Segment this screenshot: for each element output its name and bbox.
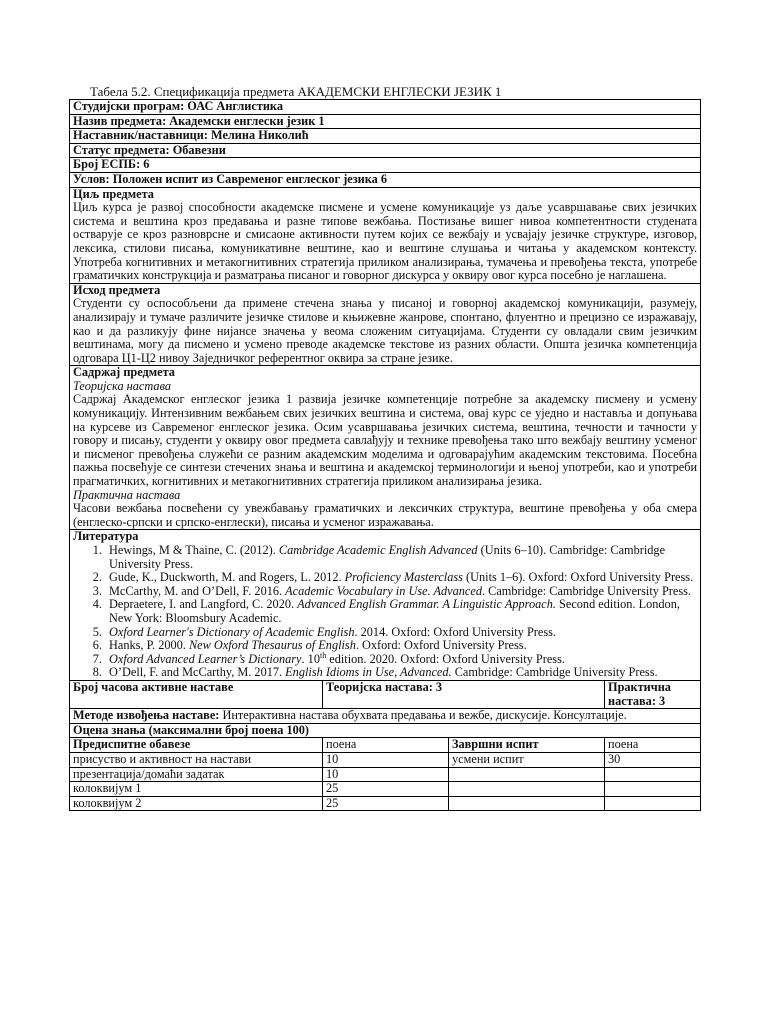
course-goal-heading: Циљ предмета [73, 186, 154, 201]
theory-label: Теоријска настава [73, 378, 171, 393]
teachers: Наставник/наставници: Мелина Николић [70, 129, 701, 144]
pre-exam-header: Предиспитне обавезе [70, 738, 323, 753]
course-outcome-text: Студенти су оспособљени да примене стечена знања у писаној и говорној академској комуникацији, разумеју, анализирају и тумаче различите језичке стилове и књижевне жанрове, спонтано, флуентно и прецизно се изражавају, као и да разликују фине нијансе значења у веома сложеним ситуацијама. Студенти су овладали свим језичким вештинама, могу да писмено и усмено преводе академске текстове из разних области. Општа језичка компетенција одговара Ц1-Ц2 нивоу Заједничког референтног оквира за стране језике. [73, 296, 698, 365]
course-content-heading: Садржај предмета [73, 365, 175, 380]
course-status: Статус предмета: Обавезни [70, 143, 701, 158]
course-outcome-heading: Исход предмета [73, 282, 161, 297]
ects-credits: Број ЕСПБ: 6 [70, 158, 701, 173]
final-exam-header: Завршни испит [449, 738, 605, 753]
table-row: презентација/домаћи задатак 10 [70, 767, 701, 782]
literature-item: 3. McCarthy, M. and O’Dell, F. 2016. Academic Vocabulary in Use. Advanced. Cambridge: Cambridge University Press. [105, 585, 697, 599]
practice-label: Практична настава [73, 487, 181, 502]
course-name: Назив предмета: Академски енглески језик 1 [70, 114, 701, 129]
practice-text: Часови вежбања посвећени су увежбавању граматичких и лексичких структура, вештине превођења у оба смера (енглеско-српски и српско-енглески), писања и усменог изражавања. [73, 501, 698, 529]
study-program: Студијски програм: ОАС Англистика [70, 100, 701, 115]
course-outcome-cell [70, 283, 701, 366]
table-caption: Табела 5.2. Спецификација предмета АКАДЕМСКИ ЕНГЛЕСКИ ЈЕЗИК 1 [90, 84, 502, 99]
teaching-methods-label: Методе извођења наставе: [73, 708, 220, 723]
prerequisite: Услов: Положен испит из Савременог енглеског језика 6 [70, 172, 701, 187]
literature-item: 5. Oxford Learner's Dictionary of Academic English. 2014. Oxford: Oxford University Press. [105, 626, 697, 640]
grading-heading: Оцена знања (максимални број поена 100) [70, 723, 701, 738]
course-specification-table [69, 99, 701, 811]
literature-heading: Литература [73, 529, 139, 544]
teaching-methods [70, 709, 701, 724]
literature-item: 1. Hewings, M & Thaine, C. (2012). Cambridge Academic English Advanced (Units 6–10). Cambridge: Cambridge University Press. [105, 544, 697, 571]
teaching-methods-text: Интерактивна настава обухвата предавања и вежбе, дискусије. Консултације. [219, 708, 627, 723]
literature-cell [70, 530, 701, 681]
table-row: присуство и активност на настави 10 усмени испит 30 [70, 752, 701, 767]
theory-text: Садржај Академског енглеског језика 1 развија језичке компетенције потребне за академску писмену и усмену комуникацију. Интензивним вежбањем свих језичких вештина и система, овај курс се уједно и наставља и допуњава на курсеве из Савременог енглеског језика. Осим усавршавања језичких система, вештина, течности и тачности у говору и писању, студенти у оквиру овог предмета савлађују и технике превођења тако што вежбају вештину усменог и писменог превођења служећи се разним академским моделима и одговарајућим академским текстовима. Посебна пажња посвећује се синтези стечених знања и вештина и академској терминологији и њеној употреби, као и употреби прагматичких, когнитивних и метакогнитивних стратегија приликом анализирања језика. [73, 392, 698, 489]
points-header: поена [605, 738, 701, 753]
practice-hours: Практична настава: 3 [605, 680, 701, 708]
theory-hours: Теоријска настава: 3 [323, 680, 605, 708]
literature-item: 7. Oxford Advanced Learner’s Dictionary. 10th edition. 2020. Oxford: Oxford University Press. [105, 653, 697, 667]
literature-item: 4. Depraetere, I. and Langford, C. 2020. Advanced English Grammar. A Linguistic Approach. Second edition. London, New York: Bloomsbury Academic. [105, 598, 697, 625]
table-row: колоквијум 2 25 [70, 796, 701, 811]
course-goal-cell [70, 187, 701, 283]
active-hours-label: Број часова активне наставе [70, 680, 323, 708]
table-row: колоквијум 1 25 [70, 782, 701, 797]
literature-item: 6. Hanks, P. 2000. New Oxford Thesaurus of English. Oxford: Oxford University Press. [105, 639, 697, 653]
points-header: поена [323, 738, 449, 753]
literature-item: 8. O’Dell, F. and McCarthy, M. 2017. English Idioms in Use, Advanced. Cambridge: Cambridge University Press. [105, 666, 697, 680]
literature-item: 2. Gude, K., Duckworth, M. and Rogers, L. 2012. Proficiency Masterclass (Units 1–6). Oxford: Oxford University Press. [105, 571, 697, 585]
literature-list [73, 544, 697, 680]
course-content-cell [70, 366, 701, 530]
course-goal-text: Циљ курса је развој способности академске писмене и усмене комуникације уз даље усавршавање свих језичких система и вештина кроз предавања и разне типове вежбања. Постизање вишег нивоа компетентности студената остварује се кроз разноврсне и смисаоне активности путем којих се вежбају и усвајају језичке структуре, изговор, лексика, стилови писања, комуникативне вештине, као и вештине слушања и читања у академском контексту. Употреба когнитивних и метакогнитивних стратегија приликом анализирања, тумачења и превођења текста, употребе граматичких конструкција и разматрања писаног и говорног дискурса у оквиру овог курса посебно је наглашена. [73, 200, 698, 283]
